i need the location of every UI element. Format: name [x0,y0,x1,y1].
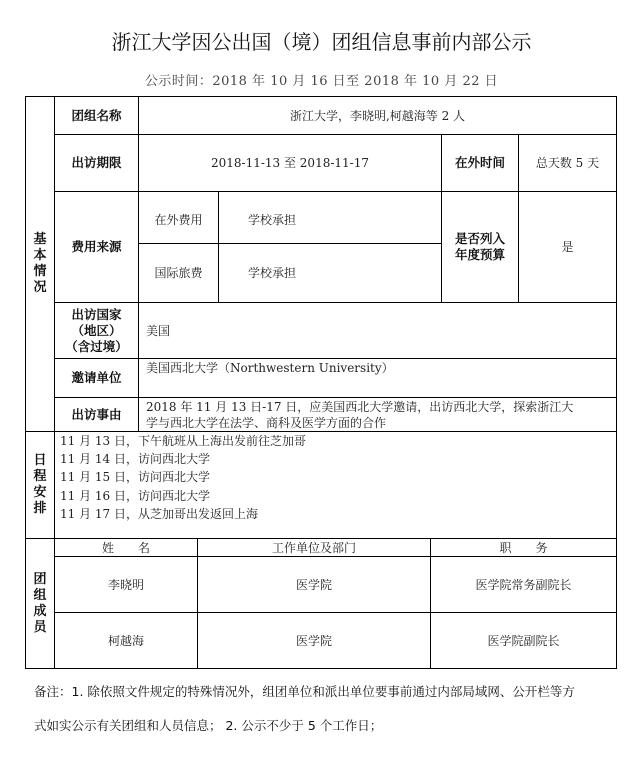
visit-period-label: 出访期限 [71,155,122,170]
list-item: 11 月 13 日，下午航班从上海出发前往芝加哥 [60,434,306,448]
member-position: 医学院副院长 [487,633,560,648]
member-unit: 医学院 [295,633,332,648]
list-item: 11 月 17 日，从芝加哥出发返回上海 [60,506,258,521]
travel-expense-value: 学校承担 [248,266,297,280]
members-section-label: 团 组 成 员 [33,571,47,635]
member-position: 医学院常务副院长 [475,577,572,592]
group-name-value: 浙江大学，李晓明,柯越海等 2 人 [289,108,466,123]
member-unit-header: 工作单位及部门 [271,540,356,555]
days-abroad-value: 总天数 5 天 [535,156,600,170]
destination-value: 美国 [146,323,171,338]
destination-label: 出访国家 （地区） （含过境） [65,306,128,354]
days-abroad-label: 在外时间 [454,155,505,170]
publicity-period: 公示时间：2018 年 10 月 16 日至 2018 年 10 月 22 日 [144,74,499,89]
note-line-2: 式如实公示有关团组和人员信息； 2. 公示不少于 5 个工作日； [34,718,383,733]
purpose-label: 出访事由 [71,406,122,422]
page-title: 浙江大学因公出国（境）团组信息事前内部公示 [111,30,532,54]
schedule-section-label: 日 程 安 排 [33,453,47,516]
purpose-value: 2018 年 11 月 13 日-17 日，应美国西北大学邀请，出访西北大学，探索浙江大 学与西北大学在法学、商科及医学方面的合作 [146,399,574,430]
note-line-1: 备注：1. 除依照文件规定的特殊情况外，组团单位和派出单位要事前通过内部局域网、公开栏等方 [34,684,575,699]
expense-abroad-label: 在外费用 [154,213,203,227]
member-name: 柯越海 [107,633,144,648]
annual-budget-value: 是 [561,240,574,254]
schedule-list [60,432,306,523]
funding-source-label: 费用来源 [71,239,122,254]
group-name-label: 团组名称 [71,107,122,123]
list-item: 11 月 14 日，访问西北大学 [60,452,210,467]
inviter-value: 美国西北大学（Northwestern University） [146,361,394,375]
travel-expense-label: 国际旅费 [154,266,203,280]
list-item: 11 月 15 日，访问西北大学 [60,470,210,485]
member-name: 李晓明 [107,577,144,592]
annual-budget-label: 是否列入 年度预算 [454,231,505,262]
visit-period-value: 2018-11-13 至 2018-11-17 [210,156,369,170]
inviter-label: 邀请单位 [71,370,122,385]
list-item: 11 月 16 日，访问西北大学 [60,488,210,503]
expense-abroad-value: 学校承担 [248,213,297,227]
basic-info-section-label: 基 本 情 况 [33,232,47,295]
member-position-header: 职 务 [499,540,548,555]
member-unit: 医学院 [295,577,332,592]
member-name-header: 姓 名 [101,540,150,555]
